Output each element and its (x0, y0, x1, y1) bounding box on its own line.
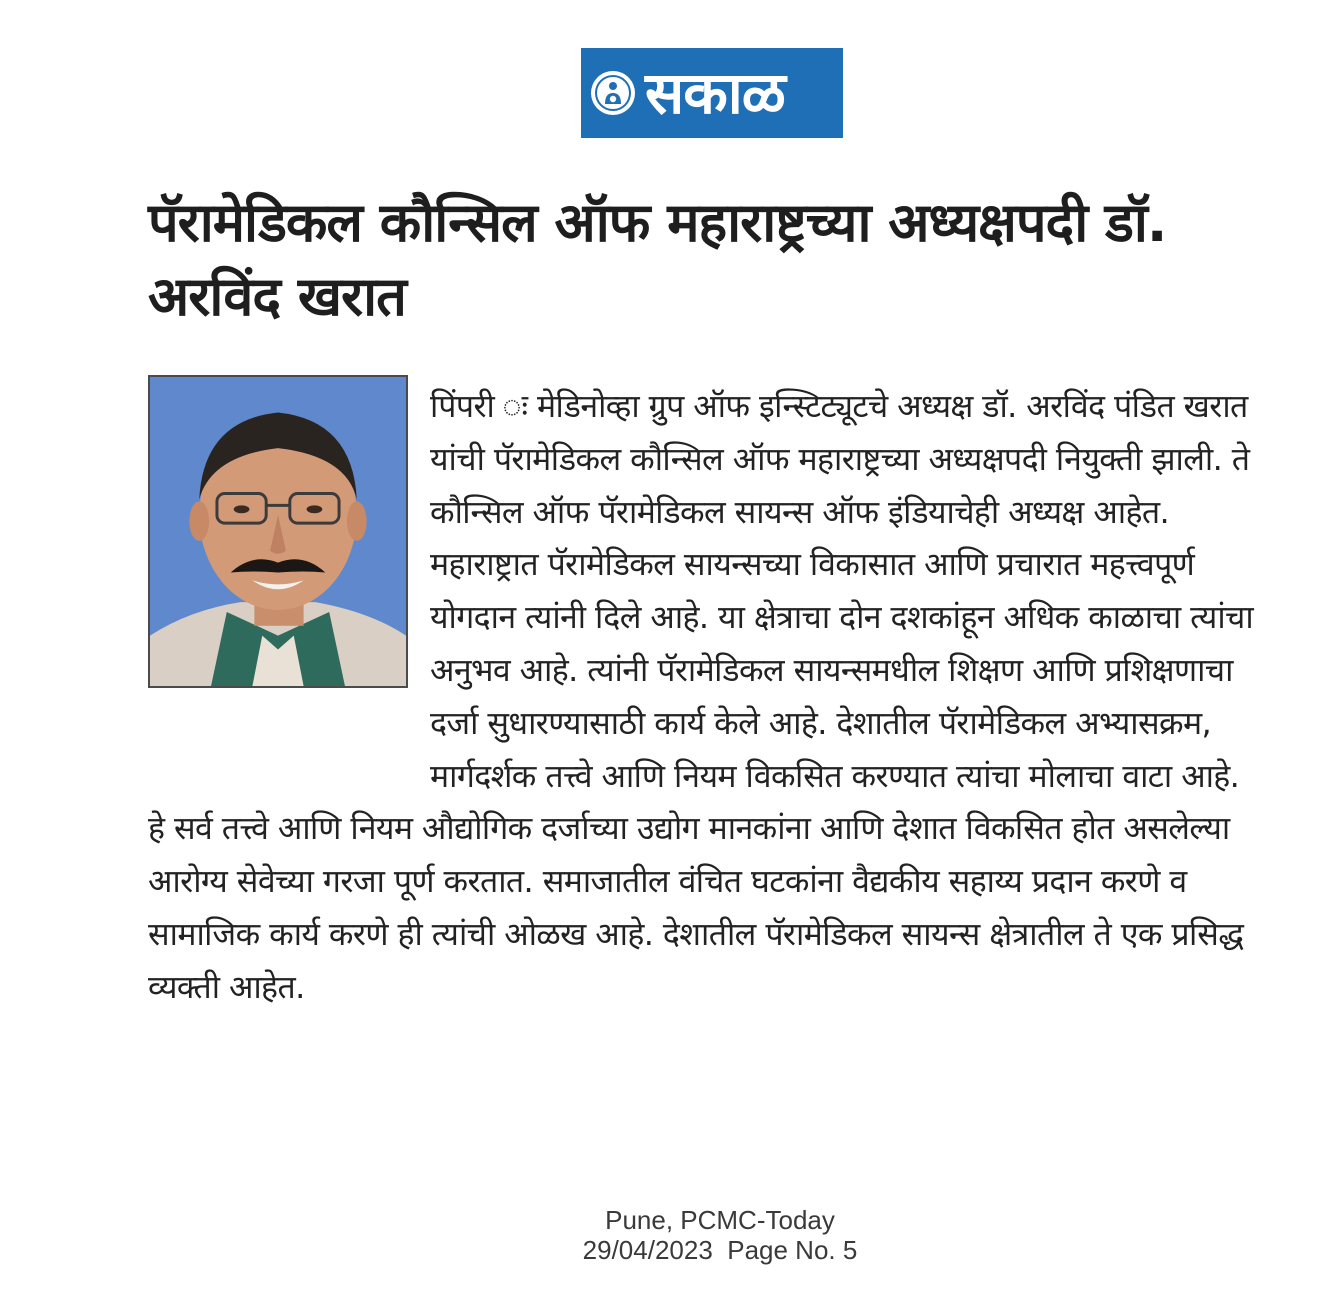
edition-label: Pune, PCMC-Today (605, 1205, 835, 1235)
article-body-text: पिंपरी ः मेडिनोव्हा ग्रुप ऑफ इन्स्टिट्यूटचे अध्यक्ष डॉ. अरविंद पंडित खरात यांची पॅरामेडिकल कौन्सिल ऑफ महाराष्ट्रच्या अध्यक्षपदी नियुक्ती झाली. ते कौन्सिल ऑफ पॅरामेडिकल सायन्स ऑफ इंडियाचेही अध्यक्ष आहेत. महाराष्ट्रात पॅरामेडिकल सायन्सच्या विकासात आणि प्रचारात महत्त्वपूर्ण योगदान त्यांनी दिले आहे. या क्षेत्राचा दोन दशकांहून अधिक काळाचा त्यांचा अनुभव आहे. त्यांनी पॅरामेडिकल सायन्समधील शिक्षण आणि प्रशिक्षणाचा दर्जा सुधारण्यासाठी कार्य केले आहे. देशातील पॅरामेडिकल अभ्यासक्रम, मार्गदर्शक तत्त्वे आणि नियम विकसित करण्यात त्यांचा मोलाचा वाटा आहे. हे सर्व तत्त्वे आणि नियम औद्योगिक दर्जाच्या उद्योग मानकांना आणि देशात विकसित होत असलेल्या आरोग्य सेवेच्या गरजा पूर्ण करतात. समाजातील वंचित घटकांना वैद्यकीय सहाय्य प्रदान करणे व सामाजिक कार्य करणे ही त्यांची ओळख आहे. देशातील पॅरामेडिकल सायन्स क्षेत्रातील ते एक प्रसिद्ध व्यक्ती आहेत. (148, 387, 1254, 1006)
clipping-source (430, 1205, 1010, 1265)
date-page-label: 29/04/2023 Page No. 5 (582, 1235, 858, 1265)
photo-wrap-spacer (148, 380, 430, 775)
newspaper-masthead (581, 48, 843, 138)
sakal-emblem-icon (591, 71, 635, 115)
article-body (148, 380, 1258, 1014)
newspaper-name: सकाळ (645, 59, 785, 127)
article-headline: पॅरामेडिकल कौन्सिल ऑफ महाराष्ट्रच्या अध्यक्षपदी डॉ. अरविंद खरात (148, 191, 1167, 328)
